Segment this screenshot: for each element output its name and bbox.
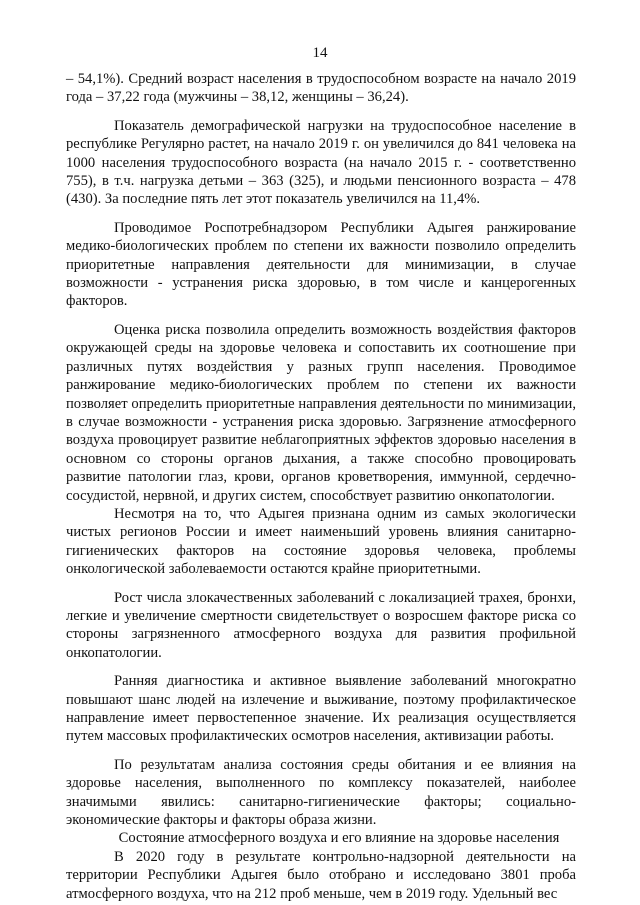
paragraph-continuation: – 54,1%). Средний возраст населения в трудоспособном возрасте на начало 2019 года – 37,22 года (мужчины – 38,12, женщины – 36,24). [66,71,576,106]
paragraph-cancer-growth: Рост числа злокачественных заболеваний с локализацией трахея, бронхи, легкие и увеличение смертности свидетельствует о возросшем факторе риска со стороны загрязненного атмосферного воздуха для развития профильной онкопатологии. [66,589,576,661]
paragraph-demographic-load: Показатель демографической нагрузки на трудоспособное население в республике Регулярно растет, на начало 2019 г. он увеличился до 841 человека на 1000 населения трудоспособного возраста (на начало 2015 г. - соответственно 755), в т.ч. нагрузка детьми – 363 (325), и людьми пенсионного возраста – 478 (430). За последние пять лет этот показатель увеличился на 11,4%. [66,117,576,208]
section-heading: Состояние атмосферного воздуха и его влияние на здоровье населения [118,830,560,847]
page-number: 14 [312,45,328,61]
paragraph-analysis-results: По результатам анализа состояния среды обитания и ее влияния на здоровье населения, выполненного по комплексу показателей, наиболее значимыми явились: санитарно-гигиенические факторы; социально-экономические факторы и факторы образа жизни. [66,756,576,829]
paragraph-ranking: Проводимое Роспотребнадзором Республики Адыгея ранжирование медико-биологических проблем по степени их важности позволило определить приоритетные направления деятельности для минимизации, в случае возможности - устранения риска здоровью, в том числе и канцерогенных факторов. [66,219,576,310]
document-body [66,70,576,903]
paragraph-early-diagnosis: Ранняя диагностика и активное выявление заболеваний многократно повышают шанс людей на излечение и выживание, поэтому профилактическое направление имеет первостепенное значение. Их реализация осуществляется путем массовых профилактических осмотров населения, активизации работы. [66,673,576,745]
paragraph-risk-assessment: Оценка риска позволила определить возможность воздействия факторов окружающей среды на здоровье человека и сопоставить их соотношение при различных путях воздействия у разных групп населения. Проводимое ранжирование медико-биологических проблем по степени их важности позволяет определить приоритетные направления деятельности по минимизации, в случае возможности - устранения риска здоровью. Загрязнение атмосферного воздуха провоцирует развитие неблагоприятных эффектов здоровью населения в основном со стороны органов дыхания, а также способно провоцировать развитие патологии глаз, крови, органов кроветворения, иммунной, сердечно-сосудистой, нервной, и других систем, способствует развитию онкопатологии. [66,321,576,504]
paragraph-oncology-priority: Несмотря на то, что Адыгея признана одним из самых экологически чистых регионов России и имеет наименьший уровень влияния санитарно-гигиенических факторов на состояние здоровья человека, проблемы онкологической заболеваемости остаются крайне приоритетными. [66,505,576,578]
paragraph-air-samples: В 2020 году в результате контрольно-надзорной деятельности на территории Республики Адыгея было отобрано и исследовано 3801 проба атмосферного воздуха, что на 212 проб меньше, чем в 2019 году. Удельный вес [66,848,576,902]
